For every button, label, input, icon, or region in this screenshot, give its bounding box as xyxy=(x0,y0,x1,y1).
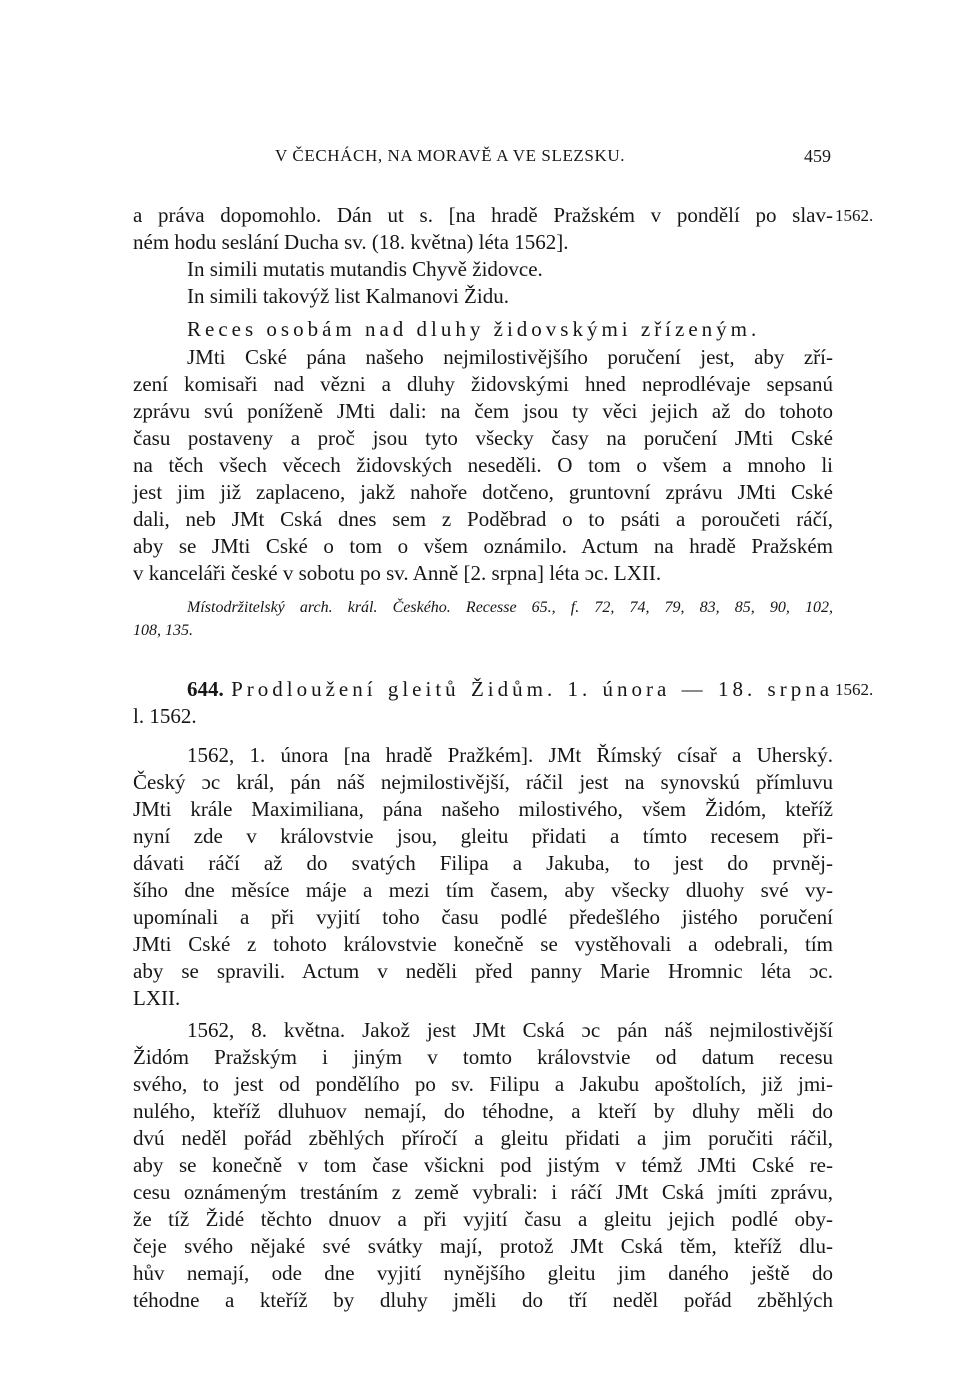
text-line: upomínali a při vyjití toho času podlé předešlého jistého poručení xyxy=(133,905,833,929)
text-line: dvú neděl pořád zběhlých příročí a gleitu přidati a jim poručiti ráčil, xyxy=(133,1126,833,1150)
text-line: 1562, 1. února [na hradě Pražkém]. JMt Římský císař a Uherský. xyxy=(187,743,833,767)
text-line: čeje svého nějaké své svátky mají, protož JMt Cská těm, kteříž dlu- xyxy=(133,1234,833,1258)
text-line: na těch všech věcech židovských neseděli. O tom o všem a mnoho li xyxy=(133,453,833,477)
text-line: Český ɔc král, pán náš nejmilostivější, ráčil jest na synovskú přímluvu xyxy=(133,770,833,794)
text-line: zení komisaři nad vězni a dluhy židovskými hned neprodlévaje sepsanú xyxy=(133,372,833,396)
text-line: svého, to jest od pondělího po sv. Filipu a Jakubu apoštolích, již jmi- xyxy=(133,1072,833,1096)
section-heading: Reces osobám nad dluhy židovskými zřízeným. xyxy=(187,317,761,341)
text-line: aby se spravili. Actum v neděli před panny Marie Hromnic léta ɔc. xyxy=(133,959,833,983)
text-line: téhodne a kteříž by dluhy jměli do tří neděl pořád zběhlých xyxy=(133,1288,833,1312)
text-line: LXII. xyxy=(133,986,181,1010)
text-line: hův nemají, ode dne vyjití nynějšího gleitu jim daného ještě do xyxy=(133,1261,833,1285)
text-line: šího dne měsíce máje a mezi tím časem, aby všecky dluohy své vy- xyxy=(133,878,833,902)
text-line: JMti krále Maximiliana, pána našeho milostivého, všem Židóm, kteříž xyxy=(133,797,833,821)
source-note: 108, 135. xyxy=(133,622,193,639)
document-heading xyxy=(187,676,833,703)
text-line: aby se konečně v tom čase všickni pod jistým v témž JMti Cské re- xyxy=(133,1153,833,1177)
text-line: dali, neb JMt Cská dnes sem z Poděbrad o to psáti a poroučeti ráčí, xyxy=(133,507,833,531)
text-line: nulého, kteříž dluhuov nemají, do téhodne, a kteří by dluhy měli do xyxy=(133,1099,833,1123)
text-line: a práva dopomohlo. Dán ut s. [na hradě Pražském v pondělí po slav- xyxy=(133,203,833,227)
document-title: Prodloužení gleitů Židům. 1. února — 18. srpna xyxy=(231,677,834,701)
text-line: aby se JMti Cské o tom o všem oznámilo. Actum na hradě Pražském xyxy=(133,534,833,558)
text-line: 1562, 8. května. Jakož jest JMt Cská ɔc pán náš nejmilostivější xyxy=(187,1018,833,1042)
text-line: In simili mutatis mutandis Chyvě židovce. xyxy=(187,257,543,281)
text-line: In simili takovýž list Kalmanovi Židu. xyxy=(187,284,509,308)
running-head: V ČECHÁCH, NA MORAVĚ A VE SLEZSKU. xyxy=(275,146,626,165)
text-line: dávati ráčí až do svatých Filipa a Jakuba, to jest do prvněj- xyxy=(133,851,833,875)
text-line: JMti Cské z tohoto královstvie konečně se vystěhovali a odebrali, tím xyxy=(133,932,833,956)
text-line: ném hodu seslání Ducha sv. (18. května) léta 1562]. xyxy=(133,230,569,254)
text-line: v kanceláři české v sobotu po sv. Anně [2. srpna] léta ɔc. LXII. xyxy=(133,561,662,585)
text-line: nyní zde v královstvie jsou, gleitu přidati a tímto recesem při- xyxy=(133,824,833,848)
text-line: jest jim již zaplaceno, jakž nahoře dotčeno, gruntovní zprávu JMti Cské xyxy=(133,480,833,504)
document-heading-line2: l. 1562. xyxy=(133,704,197,728)
page-number: 459 xyxy=(804,146,831,166)
document-number: 644. xyxy=(187,677,224,701)
source-note: Místodržitelský arch. král. Českého. Recesse 65., f. 72, 74, 79, 83, 85, 90, 102, xyxy=(187,599,833,616)
text-line: času postaveny a proč jsou tyto všecky časy na poručení JMti Cské xyxy=(133,426,833,450)
text-line: Židóm Pražským i jiným v tomto královstvie od datum recesu xyxy=(133,1045,833,1069)
text-line: že tíž Židé těchto dnuov a při vyjití času a gleitu jejich podlé oby- xyxy=(133,1207,833,1231)
text-line: zprávu svú poníženě JMti dali: na čem jsou ty věci jejich až do tohoto xyxy=(133,399,833,423)
margin-year: 1562. xyxy=(835,680,874,699)
margin-year: 1562. xyxy=(835,206,874,225)
text-line: JMti Cské pána našeho nejmilostivějšího poručení jest, aby zří- xyxy=(187,345,833,369)
text-line: cesu oznámeným trestáním z země vybrali: i ráčí JMt Cská jmíti zprávu, xyxy=(133,1180,833,1204)
